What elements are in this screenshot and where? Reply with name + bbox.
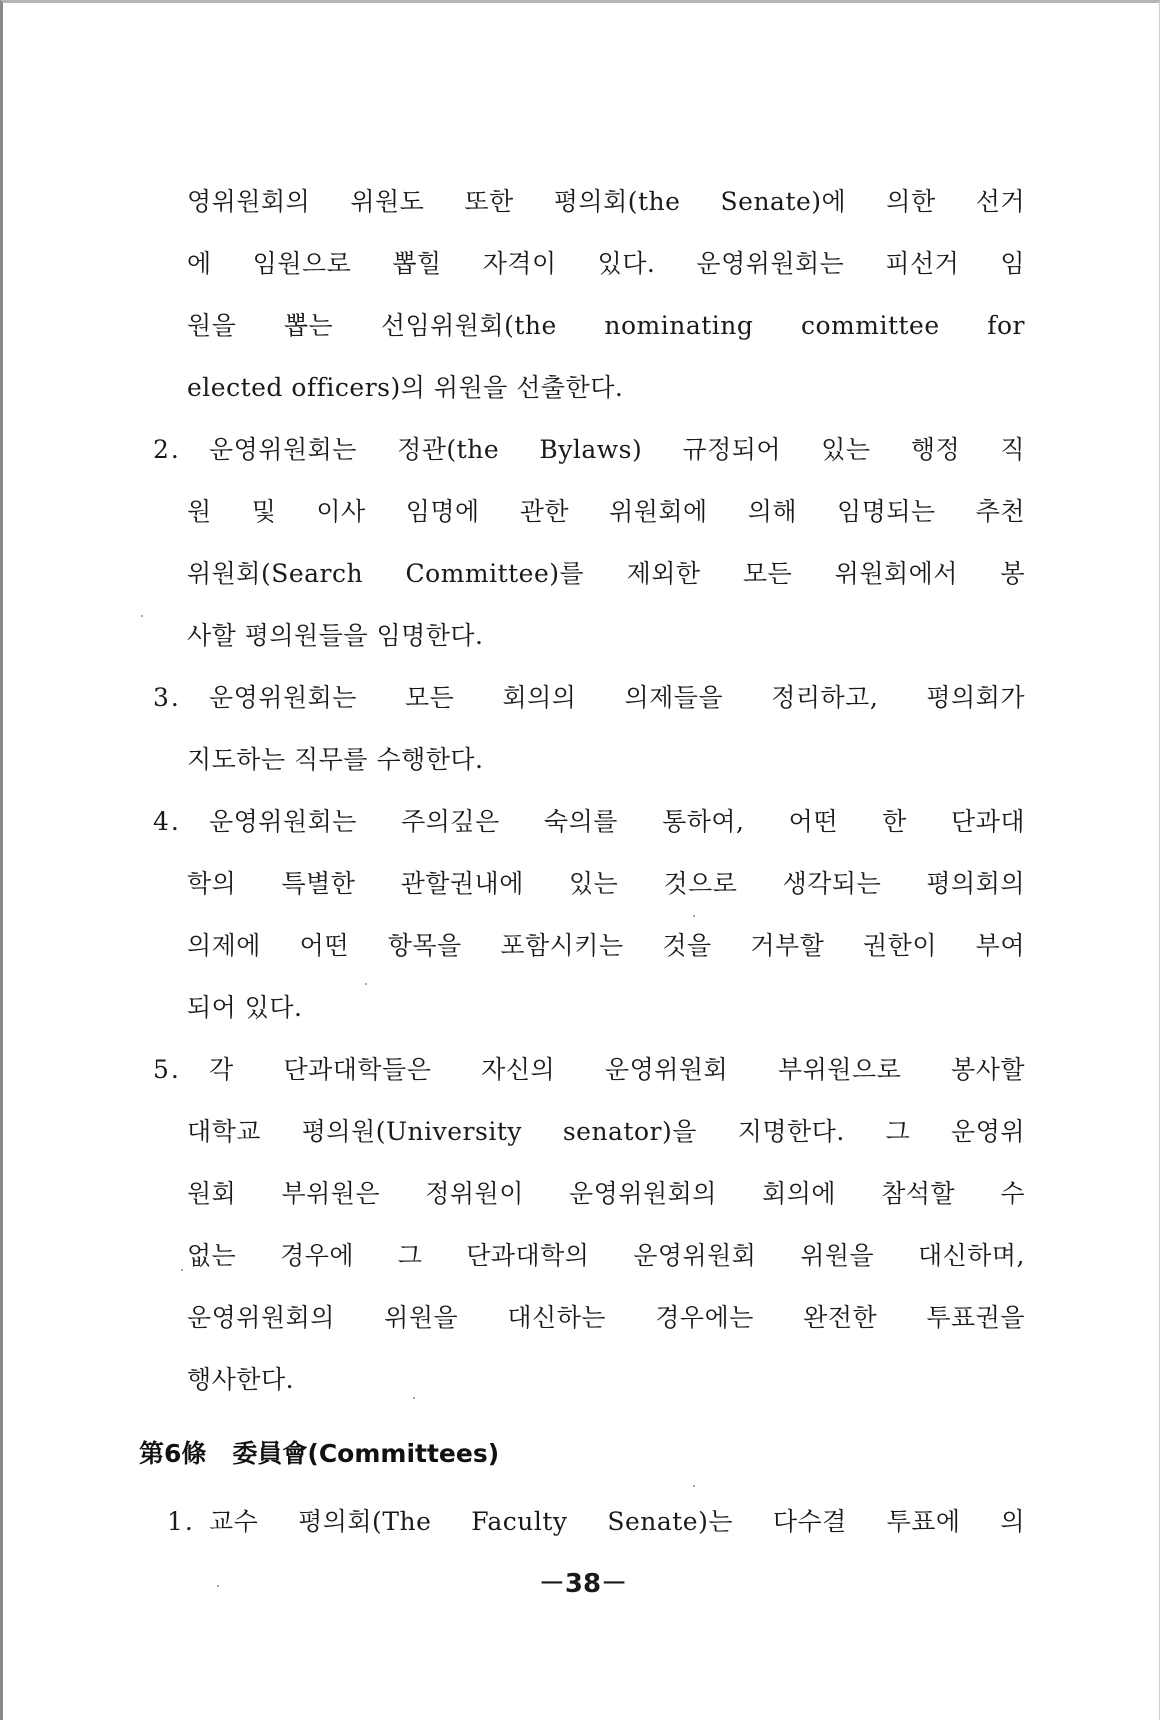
intro-line: 원을 뽑는 선임위원회(the nominating committee for [187,311,1025,340]
section-title: 委員會(Committees) [232,1439,500,1468]
item-line: 대학교 평의원(University senator)을 지명한다. 그 운영위 [187,1117,1025,1146]
item-number: 3. [153,683,181,712]
scan-speck [217,1585,219,1587]
intro-line: elected officers)의 위원을 선출한다. [187,373,624,402]
item-line: 각 단과대학들은 자신의 운영위원회 부위원으로 봉사할 [209,1055,1025,1084]
item-line: 운영위원회의 위원을 대신하는 경우에는 완전한 투표권을 [187,1303,1025,1332]
item-line: 원회 부위원은 정위원이 운영위원회의 회의에 참석할 수 [187,1179,1025,1208]
item-number: 1. [167,1507,195,1536]
item-line: 위원회(Search Committee)를 제외한 모든 위원회에서 봉 [187,559,1025,588]
section-label: 第6條 [139,1439,207,1468]
item-line: 운영위원회는 모든 회의의 의제들을 정리하고, 평의회가 [209,683,1025,712]
scan-speck [181,1269,183,1271]
item-line: 지도하는 직무를 수행한다. [187,745,484,774]
item-number: 5. [153,1055,181,1084]
item-line: 사할 평의원들을 임명한다. [187,621,484,650]
item-line: 의제에 어떤 항목을 포함시키는 것을 거부할 권한이 부여 [187,931,1025,960]
scan-speck [693,915,695,917]
scan-speck [141,615,143,617]
item-line: 원 및 이사 임명에 관한 위원회에 의해 임명되는 추천 [187,497,1025,526]
section-heading [139,1441,499,1466]
page-number: －38－ [538,1569,628,1599]
intro-line: 영위원회의 위원도 또한 평의회(the Senate)에 의한 선거 [187,187,1025,216]
intro-line: 에 임원으로 뽑힐 자격이 있다. 운영위원회는 피선거 임 [187,249,1025,278]
item-line: 되어 있다. [187,993,303,1022]
item-line: 운영위원회는 정관(the Bylaws) 규정되어 있는 행정 직 [209,435,1025,464]
scan-speck [693,1485,695,1487]
scan-speck [365,983,367,985]
item-line: 운영위원회는 주의깊은 숙의를 통하여, 어떤 한 단과대 [209,807,1025,836]
item-line: 학의 특별한 관할권내에 있는 것으로 생각되는 평의회의 [187,869,1025,898]
item-line: 행사한다. [187,1365,295,1394]
item-number: 4. [153,807,181,836]
scan-speck [413,1397,415,1399]
item-line: 없는 경우에 그 단과대학의 운영위원회 위원을 대신하며, [187,1241,1025,1270]
item-number: 2. [153,435,181,464]
item-line: 교수 평의회(The Faculty Senate)는 다수결 투표에 의 [209,1507,1025,1536]
